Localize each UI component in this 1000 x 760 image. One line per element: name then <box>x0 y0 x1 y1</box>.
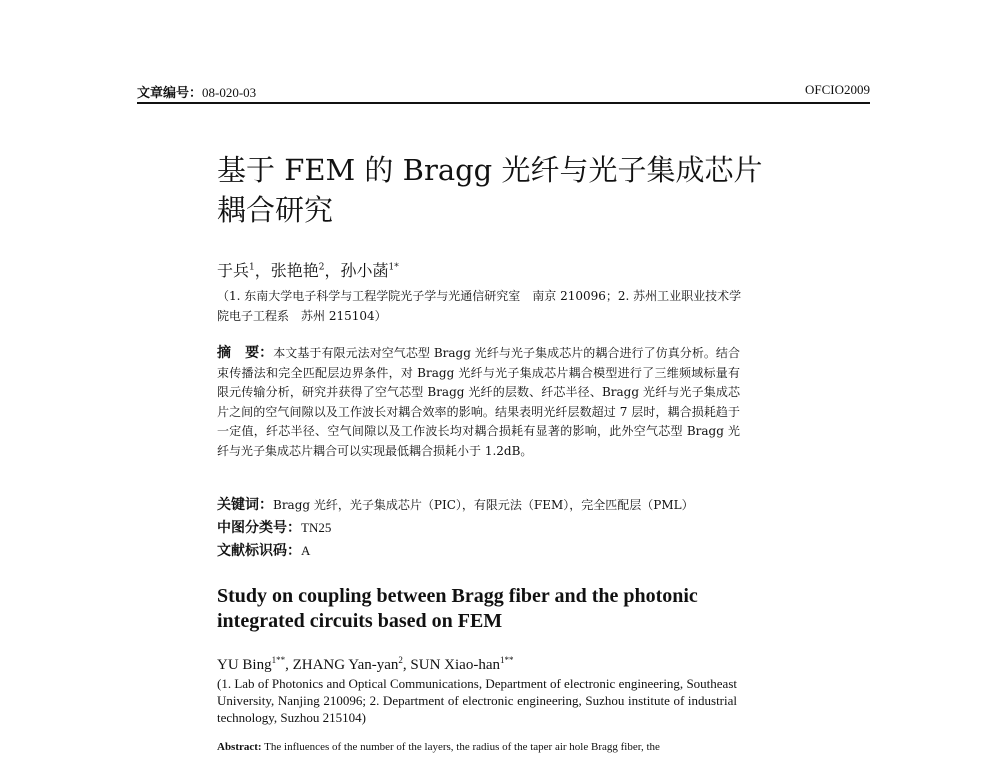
author-name: SUN Xiao-han <box>410 657 500 673</box>
document-code <box>217 540 310 560</box>
english-abstract-label: Abstract: <box>217 741 262 753</box>
author-name: YU Bing <box>217 657 272 673</box>
english-abstract-text: The influences of the number of the layers, the radius of the taper air hole Bragg fiber, the <box>264 741 660 753</box>
author-sup: 1** <box>500 655 514 665</box>
clc-label: 中图分类号： <box>217 520 301 536</box>
author-separator: ， <box>324 261 341 280</box>
chinese-abstract-text: 本文基于有限元法对空气芯型 Bragg 光纤与光子集成芯片的耦合进行了仿真分析。结合束传播法和完全匹配层边界条件，对 Bragg 光纤与光子集成芯片耦合模型进行了三维频域标量有限元传输分析，研究并获得了空气芯型 Bragg 光纤的层数、纤芯半径、Bragg 光纤与光子集成芯片之间的空气间隙以及工作波长对耦合效率的影响。结果表明光纤层数超过 7 层时，耦合损耗趋于一定值，纤芯半径、空气间隙以及工作波长均对耦合损耗有显著的影响，此外空气芯型 Bragg 光纤与光子集成芯片耦合可以实现最低耦合损耗小于 1.2dB。 <box>217 346 740 458</box>
author-sup: 1* <box>388 262 399 273</box>
chinese-keywords <box>217 494 757 514</box>
english-title: Study on coupling between Bragg fiber and the photonic integrated circuits based on FEM <box>217 585 698 632</box>
chinese-title-line-2: 耦合研究 <box>217 193 334 227</box>
english-abstract <box>217 740 742 754</box>
english-affiliation: (1. Lab of Photonics and Optical Communications, Department of electronic engineering, Southeast University, Nanjing 210096; 2. Department of electronic engineering, Suzhou institute of industrial technology, Suzhou 215104) <box>217 676 737 725</box>
author-name: ZHANG Yan-yan <box>292 657 399 673</box>
chinese-abstract <box>217 344 740 461</box>
keywords-text: Bragg 光纤，光子集成芯片（PIC），有限元法（FEM），完全匹配层（PML） <box>273 498 694 512</box>
author-sup: 1** <box>271 655 286 665</box>
conference-code: OFCIO2009 <box>804 82 870 97</box>
author-sup: 2 <box>398 655 403 665</box>
page-header <box>137 78 870 104</box>
clc-number <box>217 517 331 537</box>
document-code-value: A <box>301 543 311 558</box>
document-code-label: 文献标识码： <box>217 543 301 559</box>
chinese-abstract-label: 摘 要： <box>217 345 274 361</box>
english-authors <box>217 655 514 674</box>
author-sup: 1 <box>249 262 255 273</box>
author-name: 孙小菡 <box>340 261 389 280</box>
chinese-affiliation: （1. 东南大学电子科学与工程学院光子学与光通信研究室 南京 210096；2. 苏州工业职业技术学院电子工程系 苏州 215104） <box>217 289 742 323</box>
keywords-label: 关键词： <box>217 497 273 513</box>
article-number <box>137 82 256 101</box>
author-name: 于兵 <box>217 261 250 280</box>
article-number-label: 文章编号： <box>137 86 203 101</box>
author-separator: , <box>402 657 411 673</box>
article-number-value: 08-020-03 <box>202 85 257 100</box>
chinese-title <box>217 150 777 230</box>
author-separator: , <box>285 657 293 673</box>
author-separator: ， <box>254 261 271 280</box>
clc-value: TN25 <box>301 520 332 535</box>
author-sup: 2 <box>318 262 325 273</box>
chinese-title-line-1: 基于 FEM 的 Bragg 光纤与光子集成芯片 <box>217 153 763 187</box>
author-name: 张艳艳 <box>270 261 319 280</box>
chinese-authors <box>217 258 399 281</box>
